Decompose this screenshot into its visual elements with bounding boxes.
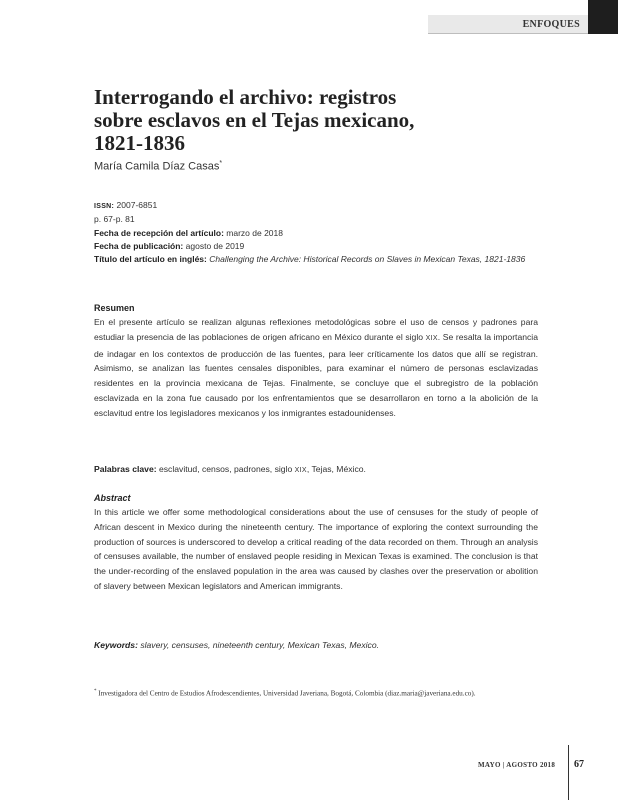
footnote-text: Investigadora del Centro de Estudios Afrodescendientes, Universidad Javeriana, Bogotá, Colombia (diaz.maria@javeriana.edu.co).	[96, 689, 476, 698]
abstract-heading: Abstract	[94, 493, 131, 503]
footer-divider	[568, 745, 569, 800]
abstract-text: In this article we offer some methodological considerations about the use of censuses for the study of people of African descent in Mexico during the nineteenth century. The importance of exploring the context surrounding the production of sources is underscored to develop a critical reading of the data recorded on them. Through an analysis of censuses available, the number of enslaved people residing in Mexican Texas is examined. The conclusion is that the under-recording of the enslaved population in the area was caused by clashes over the preservation or abolition of slavery between Mexican legislators and American immigrants.	[94, 507, 538, 591]
keywords	[94, 639, 538, 652]
palabras-clave-label: Palabras clave:	[94, 464, 157, 474]
resumen-text-part: En el presente artículo se realizan algunas reflexiones metodológicas sobre el uso de censos y padrones para estudiar la presencia de las poblaciones de origen africano en México durante el siglo	[94, 317, 538, 342]
english-title-row	[94, 253, 534, 266]
keywords-label: Keywords:	[94, 640, 138, 650]
issn-row	[94, 199, 534, 213]
section-label: ENFOQUES	[428, 15, 588, 34]
received-row	[94, 227, 534, 240]
article-metadata	[94, 199, 534, 266]
published-value: agosto de 2019	[185, 240, 245, 251]
issn-label: ISSN:	[94, 203, 115, 210]
abstract-section	[94, 492, 538, 594]
title-line: sobre esclavos en el Tejas mexicano,	[94, 108, 415, 132]
footnote-mark: *	[94, 689, 97, 694]
page-number: 67	[574, 759, 584, 770]
author-footnote-mark: *	[219, 160, 223, 167]
published-label: Fecha de publicación:	[94, 240, 184, 251]
corner-block	[588, 0, 618, 34]
english-title-label: Título del artículo en inglés:	[94, 254, 207, 265]
article-title	[94, 86, 534, 155]
english-title-value: Challenging the Archive: Historical Records on Slaves in Mexican Texas, 1821-1836	[209, 254, 526, 265]
issn-value: 2007-6851	[116, 200, 158, 210]
resumen-text-part: . Se resalta la importancia de indagar en los contextos de producción de las fuentes, para leer críticamente los datos que allí se registran. Asimismo, se analizan las fuentes censales disponibles, para examinar el número de personas esclavizadas residentes en la provincia mexicana de Tejas. Finalmente, se concluye que el subregistro de la población esclavizada en la zona fue causado por los enfrentamientos que se desarrollaron en torno a la abolición de la esclavitud entre los legisladores mexicanos y los inmigrantes estadounidenses.	[94, 331, 538, 418]
resumen-text	[94, 315, 538, 421]
received-value: marzo de 2018	[226, 227, 283, 238]
author-name: María Camila Díaz Casas	[94, 160, 220, 173]
pages-row	[94, 213, 534, 226]
author-footnote	[94, 686, 534, 699]
issue-info: MAYO | AGOSTO 2018	[478, 761, 556, 769]
palabras-clave	[94, 463, 538, 477]
palabras-clave-text: esclavitud, censos, padrones, siglo	[156, 464, 295, 474]
title-line: 1821-1836	[94, 131, 185, 155]
title-line: Interrogando el archivo: registros	[94, 85, 397, 109]
palabras-clave-century: XIX	[294, 467, 307, 474]
published-row	[94, 240, 534, 253]
author	[94, 160, 222, 173]
resumen-century: XIX	[425, 334, 438, 342]
resumen-heading: Resumen	[94, 303, 135, 313]
palabras-clave-text: , Tejas, México.	[306, 464, 366, 474]
keywords-text: slavery, censuses, nineteenth century, Mexican Texas, Mexico.	[137, 640, 379, 650]
pages-value: p. 67-p. 81	[94, 214, 135, 225]
resumen-section	[94, 302, 538, 421]
received-label: Fecha de recepción del artículo:	[94, 227, 224, 238]
